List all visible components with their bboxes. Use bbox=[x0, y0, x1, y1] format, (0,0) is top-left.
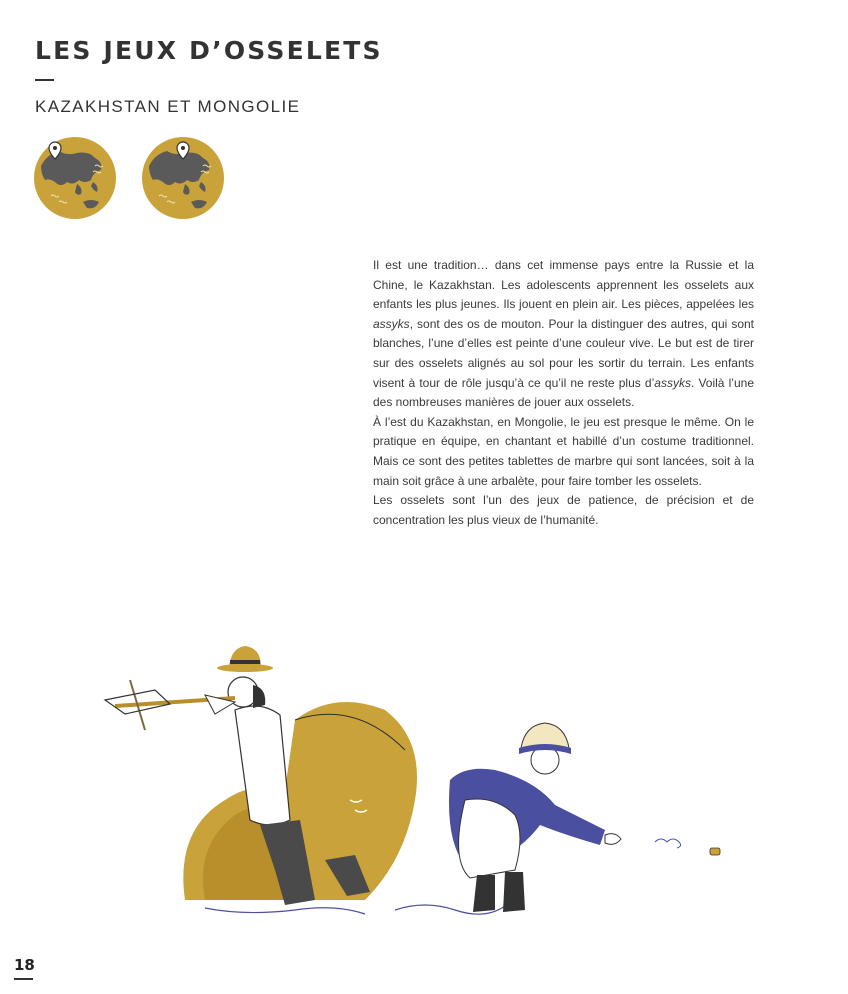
page-number: 18 bbox=[14, 956, 35, 974]
title-divider bbox=[35, 79, 54, 81]
globe-location-icon bbox=[33, 136, 117, 220]
page-subtitle: KAZAKHSTAN ET MONGOLIE bbox=[35, 97, 301, 116]
page-title: LES JEUX D’OSSELETS bbox=[35, 36, 383, 65]
osselets-players-illustration bbox=[85, 630, 745, 925]
paragraph-3: Les osselets sont l’un des jeux de patience, de précision et de concentration les plus vieux de l’humanité. bbox=[373, 493, 754, 527]
paragraph-2: À l’est du Kazakhstan, en Mongolie, le jeu est presque le même. On le pratique en équipe, en chantant et habillé d’un costume traditionnel. Mais ce sont des petites tablettes de marbre qui sont lancées, soit à la main soit grâce à une arbalète, pour faire tomber les osselets. bbox=[373, 414, 754, 488]
globe-location-icon bbox=[141, 136, 225, 220]
article-body bbox=[373, 256, 754, 530]
paragraph-1: Il est une tradition… dans cet immense pays entre la Russie et la Chine, le Kazakhstan. Les adolescents apprennent les osselets aux enfants les plus jeunes. Ils jouent en plein air. Les pièces, appelées les assyks, sont des os de mouton. Pour la distinguer des autres, qui sont blanches, l’une d’elles est peinte d’une couleur vive. Le but est de tirer sur des osselets alignés au sol pour les sortir du terrain. Les enfants visent à tour de rôle jusqu’à ce qu’il ne reste plus d’assyks. Voilà l’une des nombreuses manières de jouer aux osselets. bbox=[373, 258, 754, 410]
page-number-divider bbox=[14, 978, 33, 980]
